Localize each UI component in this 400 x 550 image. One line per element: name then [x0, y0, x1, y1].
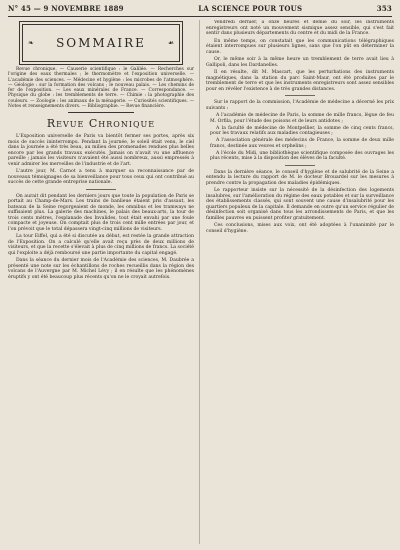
right-paragraph: Le rapporteur insiste sur la nécessité de la désinfection des logements insalubres, sur l'amélioration du régime des eaux potables et sur la surveillance des établissements classés, qui sont souvent une cause d'insalubrité pour les quartiers populeux de la capitale. Il demande en outre qu'un service régulier de désinfection soit organisé dans tous les arrondissements de Paris, et que les familles pauvres en puissent profiter gratuitement. [206, 188, 394, 221]
right-paragraph: Dans la dernière séance, le conseil d'hygiène et de salubrité de la Seine a entendu la lecture du rapport de M. le docteur Brouardel sur les mesures à prendre contre la propagation des maladies épidémiques. [206, 169, 394, 186]
page-number: 353 [376, 4, 392, 13]
revue-paragraph: L'autre jour, M. Carnot a tenu à marquer sa reconnaissance par de nouveaux témoignages de sa bienveillance pour tous ceux qui ont contribué au succès de cette grande entreprise nationale. [8, 169, 194, 186]
right-paragraph: Or, le même soir à la même heure un tremblement de terre avait lieu à Gallipoli, dans les Dardanelles. [206, 57, 394, 68]
ornament-right-icon: ☙ [167, 39, 174, 47]
revue-paragraph: L'Exposition universelle de Paris va bientôt fermer ses portes, après six mois de succès ininterrompu. Pendant la journée, le soleil était venu, le ciel dans la journée a été très beau, au milieu des promenades rendues plus belles encore par les grands travaux exécutés. Jamais on n'avait vu une affluence pareille ; jamais les visiteurs n'avaient été aussi nombreux, aussi empressés à venir admirer les merveilles de l'industrie et de l'art. [8, 134, 194, 167]
right-paragraph: Sur le rapport de la commission, l'Académie de médecine a décerné les prix suivants : [206, 100, 394, 111]
left-column [8, 20, 194, 546]
list-item: A l'académie de médecine de Paris, la somme de mille francs, lègue de feu M. Orfila, pour l'étude des poisons et de leurs antidotes ; [210, 113, 394, 124]
revue-paragraph: On aurait dit pendant les derniers jours que toute la population de Paris se portait au Champ-de-Mars. Les trains de banlieue étaient pris d'assaut, les bateaux de la Seine regorgeaient de monde, les omnibus et les tramways ne suffisaient plus. La galerie des machines, le palais des beaux-arts, la tour de trois cents mètres, l'esplanade des Invalides, tout était envahi par une foule compacte et joyeuse. On comptait plus de trois cent mille entrées par jour, et l'on prévoit que le total dépassera vingt-cinq millions de visiteurs. [8, 193, 194, 232]
right-paragraph: Il en résulte, dit M. Mascart, que les perturbations des instruments magnétiques, dans la station du parc Saint-Maur, ont été produites par le tremblement de terre et que les instruments enregistreurs sont assez sensibles pour en révéler l'existence à de très grandes distances. [206, 70, 394, 92]
revue-paragraph: Dans la séance du dernier mois de l'Académie des sciences, M. Daubrée a présenté une note sur les échantillons de roches recueillis dans la région des volcans de l'Auvergne par M. Michel Lévy ; il en résulte que les phénomènes éruptifs y ont été beaucoup plus récents qu'on ne le croyait autrefois. [8, 258, 194, 280]
list-item: A l'association générale des médecins de France, la somme de deux mille francs, destinée aux veuves et orphelins ; [210, 138, 394, 149]
right-paragraph: Ces conclusions, mises aux voix, ont été adoptées à l'unanimité par le conseil d'hygiène. [206, 223, 394, 234]
sommaire-box [22, 24, 180, 62]
ornament-left-icon: ❧ [28, 39, 34, 47]
sommaire-title: SOMMAIRE [56, 36, 146, 50]
list-item: A l'école du Midi, une bibliothèque scientifique composée des ouvrages les plus récents, mise à la disposition des élèves de la faculté. [210, 150, 394, 161]
small-rule [285, 165, 315, 166]
right-paragraph: En même temps, on constatait que les communications télégraphiques étaient interrompues sur plusieurs lignes, sans que l'on pût en déterminer la cause. [206, 38, 394, 55]
small-rule [86, 189, 116, 190]
header-rule [8, 16, 392, 17]
journal-title: LA SCIENCE POUR TOUS [198, 4, 303, 13]
column-gutter [199, 20, 200, 544]
revue-title: Revue Chronique [46, 117, 156, 131]
issue-number: N° 45 — 9 NOVEMBRE 1889 [8, 4, 124, 13]
section-divider [68, 112, 134, 113]
page-header [8, 4, 392, 16]
small-rule [285, 95, 315, 96]
sommaire-text: Revue chronique. — Causerie scientifique : le Galilée. — Recherches sur l'origine des eaux thermales ; le thermomètre et l'exposition universelle. — L'académie des sciences. — Médecine et hygiène : les microbes de l'atmosphère. — Géologie : sur la formation des volcans ; le nouveau palais. — Les chemins de fer de l'exposition. — Les eaux minérales de France. — Correspondance. — Physique du globe : les tremblements de terre. — Chimie : la photographie des couleurs. — Zoologie : les animaux de la ménagerie. — Curiosités scientifiques. — Notes et renseignements divers. — Bibliographie. — Revue financière. [8, 67, 194, 110]
right-paragraph: Vendredi dernier, à onze heures et demie du soir, les instruments enregistreurs ont noté un mouvement sismique assez sensible, qui s'est fait sentir dans plusieurs départements du centre et du midi de la France. [206, 20, 394, 36]
right-column [206, 20, 394, 546]
list-item: A la faculté de médecine de Montpellier, la somme de cinq cents francs, pour les travaux relatifs aux maladies contagieuses ; [210, 125, 394, 136]
revue-paragraph: La tour Eiffel, qui a été si discutée au début, est restée la grande attraction de l'Exposition. On a calculé qu'elle avait reçu près de deux millions de visiteurs, et que la recette s'élevait à plus de cinq millions de francs. La société qui l'exploite a déjà remboursé une partie importante du capital engagé. [8, 234, 194, 256]
